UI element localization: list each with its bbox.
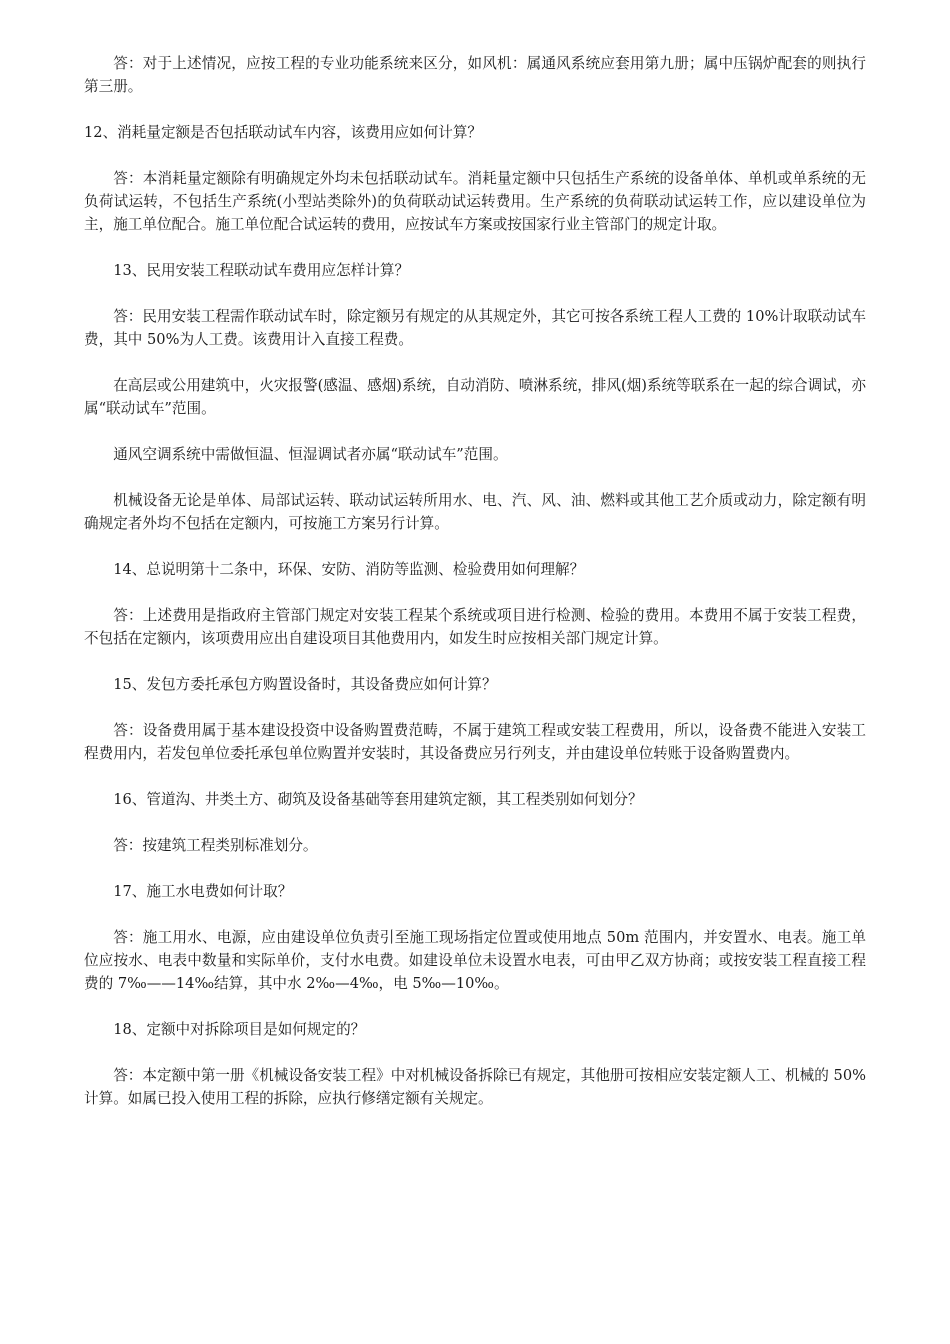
answer-13-part-2: 在高层或公用建筑中，火灾报警(感温、感烟)系统，自动消防、喷淋系统，排风(烟)系统等联系在一起的综合调试，亦属“联动试车”范围。 xyxy=(84,377,866,417)
question-18: 18、定额中对拆除项目是如何规定的？ xyxy=(113,1021,366,1038)
document-page xyxy=(84,52,866,1133)
question-17: 17、施工水电费如何计取？ xyxy=(113,883,293,900)
question-12: 12、消耗量定额是否包括联动试车内容，该费用应如何计算？ xyxy=(84,124,483,141)
answer-13-part-4: 机械设备无论是单体、局部试运转、联动试运转所用水、电、汽、风、油、燃料或其他工艺介质或动力，除定额有明确规定者外均不包括在定额内，可按施工方案另行计算。 xyxy=(84,492,866,532)
question-15: 15、发包方委托承包方购置设备时，其设备费应如何计算？ xyxy=(113,676,497,693)
answer-17: 答：施工用水、电源，应由建设单位负责引至施工现场指定位置或使用地点 50m 范围内，并安置水、电表。施工单位应按水、电表中数量和实际单价，支付水电费。如建设单位未设置水电表，可由甲乙双方协商；或按安装工程直接工程费的 7‰——14‰结算，其中水 2‰—4‰，电 5‰—10‰。 xyxy=(84,929,866,992)
question-13: 13、民用安装工程联动试车费用应怎样计算？ xyxy=(113,262,410,279)
answer-14: 答：上述费用是指政府主管部门规定对安装工程某个系统或项目进行检测、检验的费用。本费用不属于安装工程费，不包括在定额内，该项费用应出自建设项目其他费用内，如发生时应按相关部门规定计算。 xyxy=(84,607,866,647)
question-14: 14、总说明第十二条中，环保、安防、消防等监测、检验费用如何理解？ xyxy=(113,561,585,578)
answer-13-part-3: 通风空调系统中需做恒温、恒湿调试者亦属“联动试车”范围。 xyxy=(113,446,508,463)
answer-18: 答：本定额中第一册《机械设备安装工程》中对机械设备拆除已有规定，其他册可按相应安装定额人工、机械的 50%计算。如属已投入使用工程的拆除，应执行修缮定额有关规定。 xyxy=(84,1067,866,1107)
answer-paragraph: 答：对于上述情况，应按工程的专业功能系统来区分，如风机：属通风系统应套用第九册；属中压锅炉配套的则执行第三册。 xyxy=(84,55,866,95)
answer-16: 答：按建筑工程类别标准划分。 xyxy=(113,837,318,854)
answer-12: 答：本消耗量定额除有明确规定外均未包括联动试车。消耗量定额中只包括生产系统的设备单体、单机或单系统的无负荷试运转，不包括生产系统(小型站类除外)的负荷联动试运转费用。生产系统的负荷联动试运转工作，应以建设单位为主，施工单位配合。施工单位配合试运转的费用，应按试车方案或按国家行业主管部门的规定计取。 xyxy=(84,170,866,233)
question-16: 16、管道沟、井类土方、砌筑及设备基础等套用建筑定额，其工程类别如何划分？ xyxy=(113,791,643,808)
answer-15: 答：设备费用属于基本建设投资中设备购置费范畴，不属于建筑工程或安装工程费用，所以，设备费不能进入安装工程费用内，若发包单位委托承包单位购置并安装时，其设备费应另行列支，并由建设单位转账于设备购置费内。 xyxy=(84,722,866,762)
answer-13: 答：民用安装工程需作联动试车时，除定额另有规定的从其规定外，其它可按各系统工程人工费的 10%计取联动试车费，其中 50%为人工费。该费用计入直接工程费。 xyxy=(84,308,866,348)
